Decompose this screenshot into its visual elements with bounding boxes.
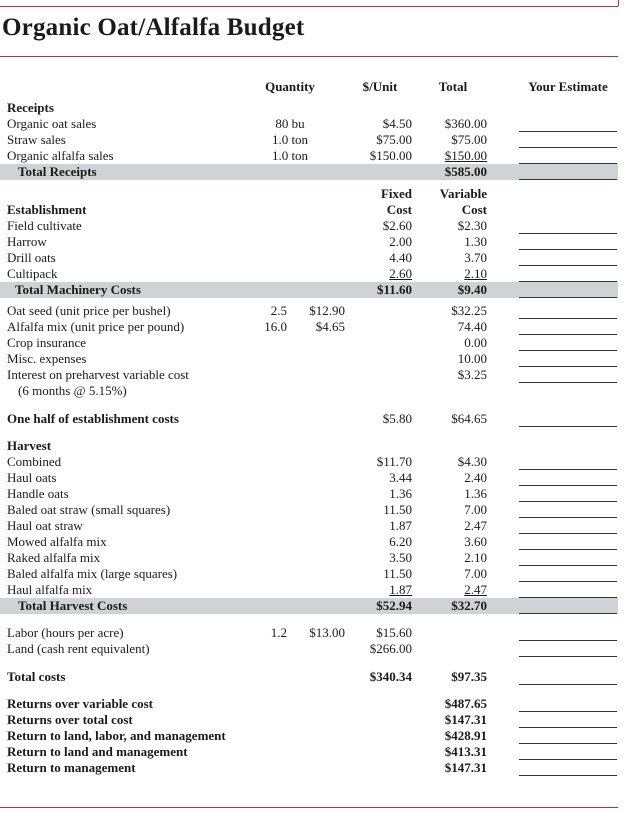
header-unit: $/Unit [362,79,398,94]
harvest-fixed: 3.50 [389,550,412,565]
input-price: $4.65 [315,319,345,334]
establishment-label: Field cultivate [7,218,82,233]
establishment-fixed: $2.60 [382,218,412,233]
estimate-line[interactable] [519,485,617,486]
receipt-qty: 1.0 ton [271,148,309,163]
estimate-line[interactable] [519,549,617,550]
returns-value: $487.65 [444,696,487,711]
input-qty: 16.0 [264,319,287,334]
estimate-line[interactable] [519,281,617,282]
returns-value: $428.91 [444,728,487,743]
estimate-line[interactable] [519,501,617,502]
top-rule [0,6,618,7]
estimate-line[interactable] [519,297,617,298]
harvest-variable: 2.47 [464,582,487,597]
estimate-line[interactable] [519,350,617,351]
estimate-line[interactable] [519,517,617,518]
returns-label: Returns over variable cost [7,696,153,711]
total-harvest-fixed: $52.94 [376,598,412,613]
establishment-fixed: 2.60 [389,266,412,281]
harvest-variable: 7.00 [464,566,487,581]
total-costs-variable: $97.35 [451,669,487,684]
establishment-fixed: 4.40 [389,250,412,265]
input-label: Crop insurance [7,335,87,350]
total-machinery-variable: $9.40 [457,282,487,297]
receipt-total: $150.00 [444,148,487,163]
returns-value: $147.31 [444,760,487,775]
harvest-fixed: 1.87 [389,582,412,597]
establishment-variable: 1.30 [464,234,487,249]
harvest-variable: 7.00 [464,502,487,517]
estimate-line[interactable] [519,684,617,685]
input-qty: 2.5 [270,303,287,318]
page-title: Organic Oat/Alfalfa Budget [2,14,305,41]
establishment-label: Harrow [7,234,47,249]
harvest-fixed: 3.44 [389,470,412,485]
receipt-total: $360.00 [444,116,487,131]
total-costs-label: Total costs [7,669,66,684]
total-machinery-label: Total Machinery Costs [15,282,141,297]
input-price: $12.90 [309,303,345,318]
estimate-line[interactable] [519,179,617,180]
variable-header-2: Cost [461,202,487,217]
total-receipts-value: $585.00 [444,164,487,179]
receipt-label: Straw sales [7,132,66,147]
estimate-line[interactable] [519,565,617,566]
fixed-header-1: Fixed [380,186,412,201]
input-label: Oat seed (unit price per bushel) [7,303,171,318]
establishment-variable: 3.70 [464,250,487,265]
returns-label: Return to land and management [7,744,188,759]
harvest-label: Haul oat straw [7,518,83,533]
harvest-variable: $4.30 [457,454,487,469]
estimate-line[interactable] [519,640,617,641]
receipt-qty: 80 bu [275,116,305,131]
receipt-label: Organic alfalfa sales [7,148,114,163]
half-establishment-fixed: $5.80 [382,411,412,426]
input-label: Alfalfa mix (unit price per pound) [7,319,185,334]
estimate-line[interactable] [519,533,617,534]
establishment-label: Cultipack [7,266,58,281]
estimate-line[interactable] [519,613,617,614]
harvest-label: Haul alfalfa mix [7,582,93,597]
establishment-variable: 2.10 [464,266,487,281]
total-harvest-label: Total Harvest Costs [18,598,128,613]
fixed-header-2: Cost [386,202,412,217]
harvest-label: Mowed alfalfa mix [7,534,107,549]
harvest-fixed: 1.36 [389,486,412,501]
variable-header-1: Variable [439,186,487,201]
header-your-estimate: Your Estimate [528,79,608,94]
harvest-fixed: $11.70 [376,454,412,469]
receipt-qty: 1.0 ton [271,132,309,147]
harvest-variable: 2.10 [464,550,487,565]
estimate-line[interactable] [519,656,617,657]
labor-price: $13.00 [309,625,345,640]
header-total: Total [438,79,468,94]
estimate-line[interactable] [519,727,617,728]
harvest-label: Combined [7,454,62,469]
establishment-heading: Establishment [7,202,87,217]
input-variable: 74.40 [457,319,487,334]
total-machinery-fixed: $11.60 [376,282,412,297]
harvest-variable: 1.36 [464,486,487,501]
total-harvest-variable: $32.70 [451,598,487,613]
labor-qty: 1.2 [270,625,287,640]
harvest-fixed: 11.50 [383,502,412,517]
half-establishment-variable: $64.65 [451,411,487,426]
estimate-line[interactable] [519,265,617,266]
estimate-line[interactable] [519,163,617,164]
harvest-heading: Harvest [7,438,52,453]
estimate-line[interactable] [519,775,617,776]
harvest-variable: 3.60 [464,534,487,549]
estimate-line[interactable] [519,318,617,319]
estimate-line[interactable] [519,233,617,234]
estimate-line[interactable] [519,759,617,760]
land-label: Land (cash rent equivalent) [7,641,150,656]
returns-label: Returns over total cost [7,712,133,727]
harvest-label: Baled alfalfa mix (large squares) [7,566,178,581]
input-label: Interest on preharvest variable cost [7,367,189,382]
receipt-total: $75.00 [451,132,487,147]
input-variable: $32.25 [451,303,487,318]
header-quantity: Quantity [265,79,315,94]
input-variable: 10.00 [457,351,487,366]
input-variable: $3.25 [457,367,487,382]
estimate-line[interactable] [519,426,617,427]
estimate-line[interactable] [519,581,617,582]
receipt-unit: $4.50 [382,116,412,131]
harvest-variable: 2.40 [464,470,487,485]
estimate-line[interactable] [519,711,617,712]
estimate-line[interactable] [519,249,617,250]
bottom-rule [0,807,618,808]
total-costs-fixed: $340.34 [369,669,412,684]
input-label: Misc. expenses [7,351,87,366]
returns-label: Return to land, labor, and management [7,728,226,743]
estimate-line[interactable] [519,366,617,367]
harvest-label: Haul oats [7,470,57,485]
harvest-fixed: 6.20 [389,534,412,549]
estimate-line[interactable] [519,147,617,148]
estimate-line[interactable] [519,131,617,132]
returns-value: $147.31 [444,712,487,727]
returns-label: Return to management [7,760,136,775]
harvest-fixed: 11.50 [383,566,412,581]
harvest-label: Baled oat straw (small squares) [7,502,171,517]
returns-value: $413.31 [444,744,487,759]
establishment-label: Drill oats [7,250,56,265]
estimate-line[interactable] [519,743,617,744]
establishment-fixed: 2.00 [389,234,412,249]
estimate-line[interactable] [519,382,617,383]
estimate-line[interactable] [519,597,617,598]
total-receipts-label: Total Receipts [18,164,97,179]
harvest-variable: 2.47 [464,518,487,533]
receipts-heading: Receipts [7,100,54,115]
receipt-label: Organic oat sales [7,116,97,131]
labor-label: Labor (hours per acre) [7,625,124,640]
harvest-fixed: 1.87 [389,518,412,533]
estimate-line[interactable] [519,469,617,470]
labor-fixed: $15.60 [376,625,412,640]
input-label-sub: (6 months @ 5.15%) [18,383,127,398]
half-establishment-label: One half of establishment costs [7,411,179,426]
estimate-line[interactable] [519,334,617,335]
land-fixed: $266.00 [369,641,412,656]
top-rule-tick [618,0,619,6]
harvest-label: Raked alfalfa mix [7,550,101,565]
title-rule [0,56,618,57]
input-variable: 0.00 [464,335,487,350]
establishment-variable: $2.30 [457,218,487,233]
harvest-label: Handle oats [7,486,69,501]
receipt-unit: $75.00 [376,132,412,147]
receipt-unit: $150.00 [369,148,412,163]
